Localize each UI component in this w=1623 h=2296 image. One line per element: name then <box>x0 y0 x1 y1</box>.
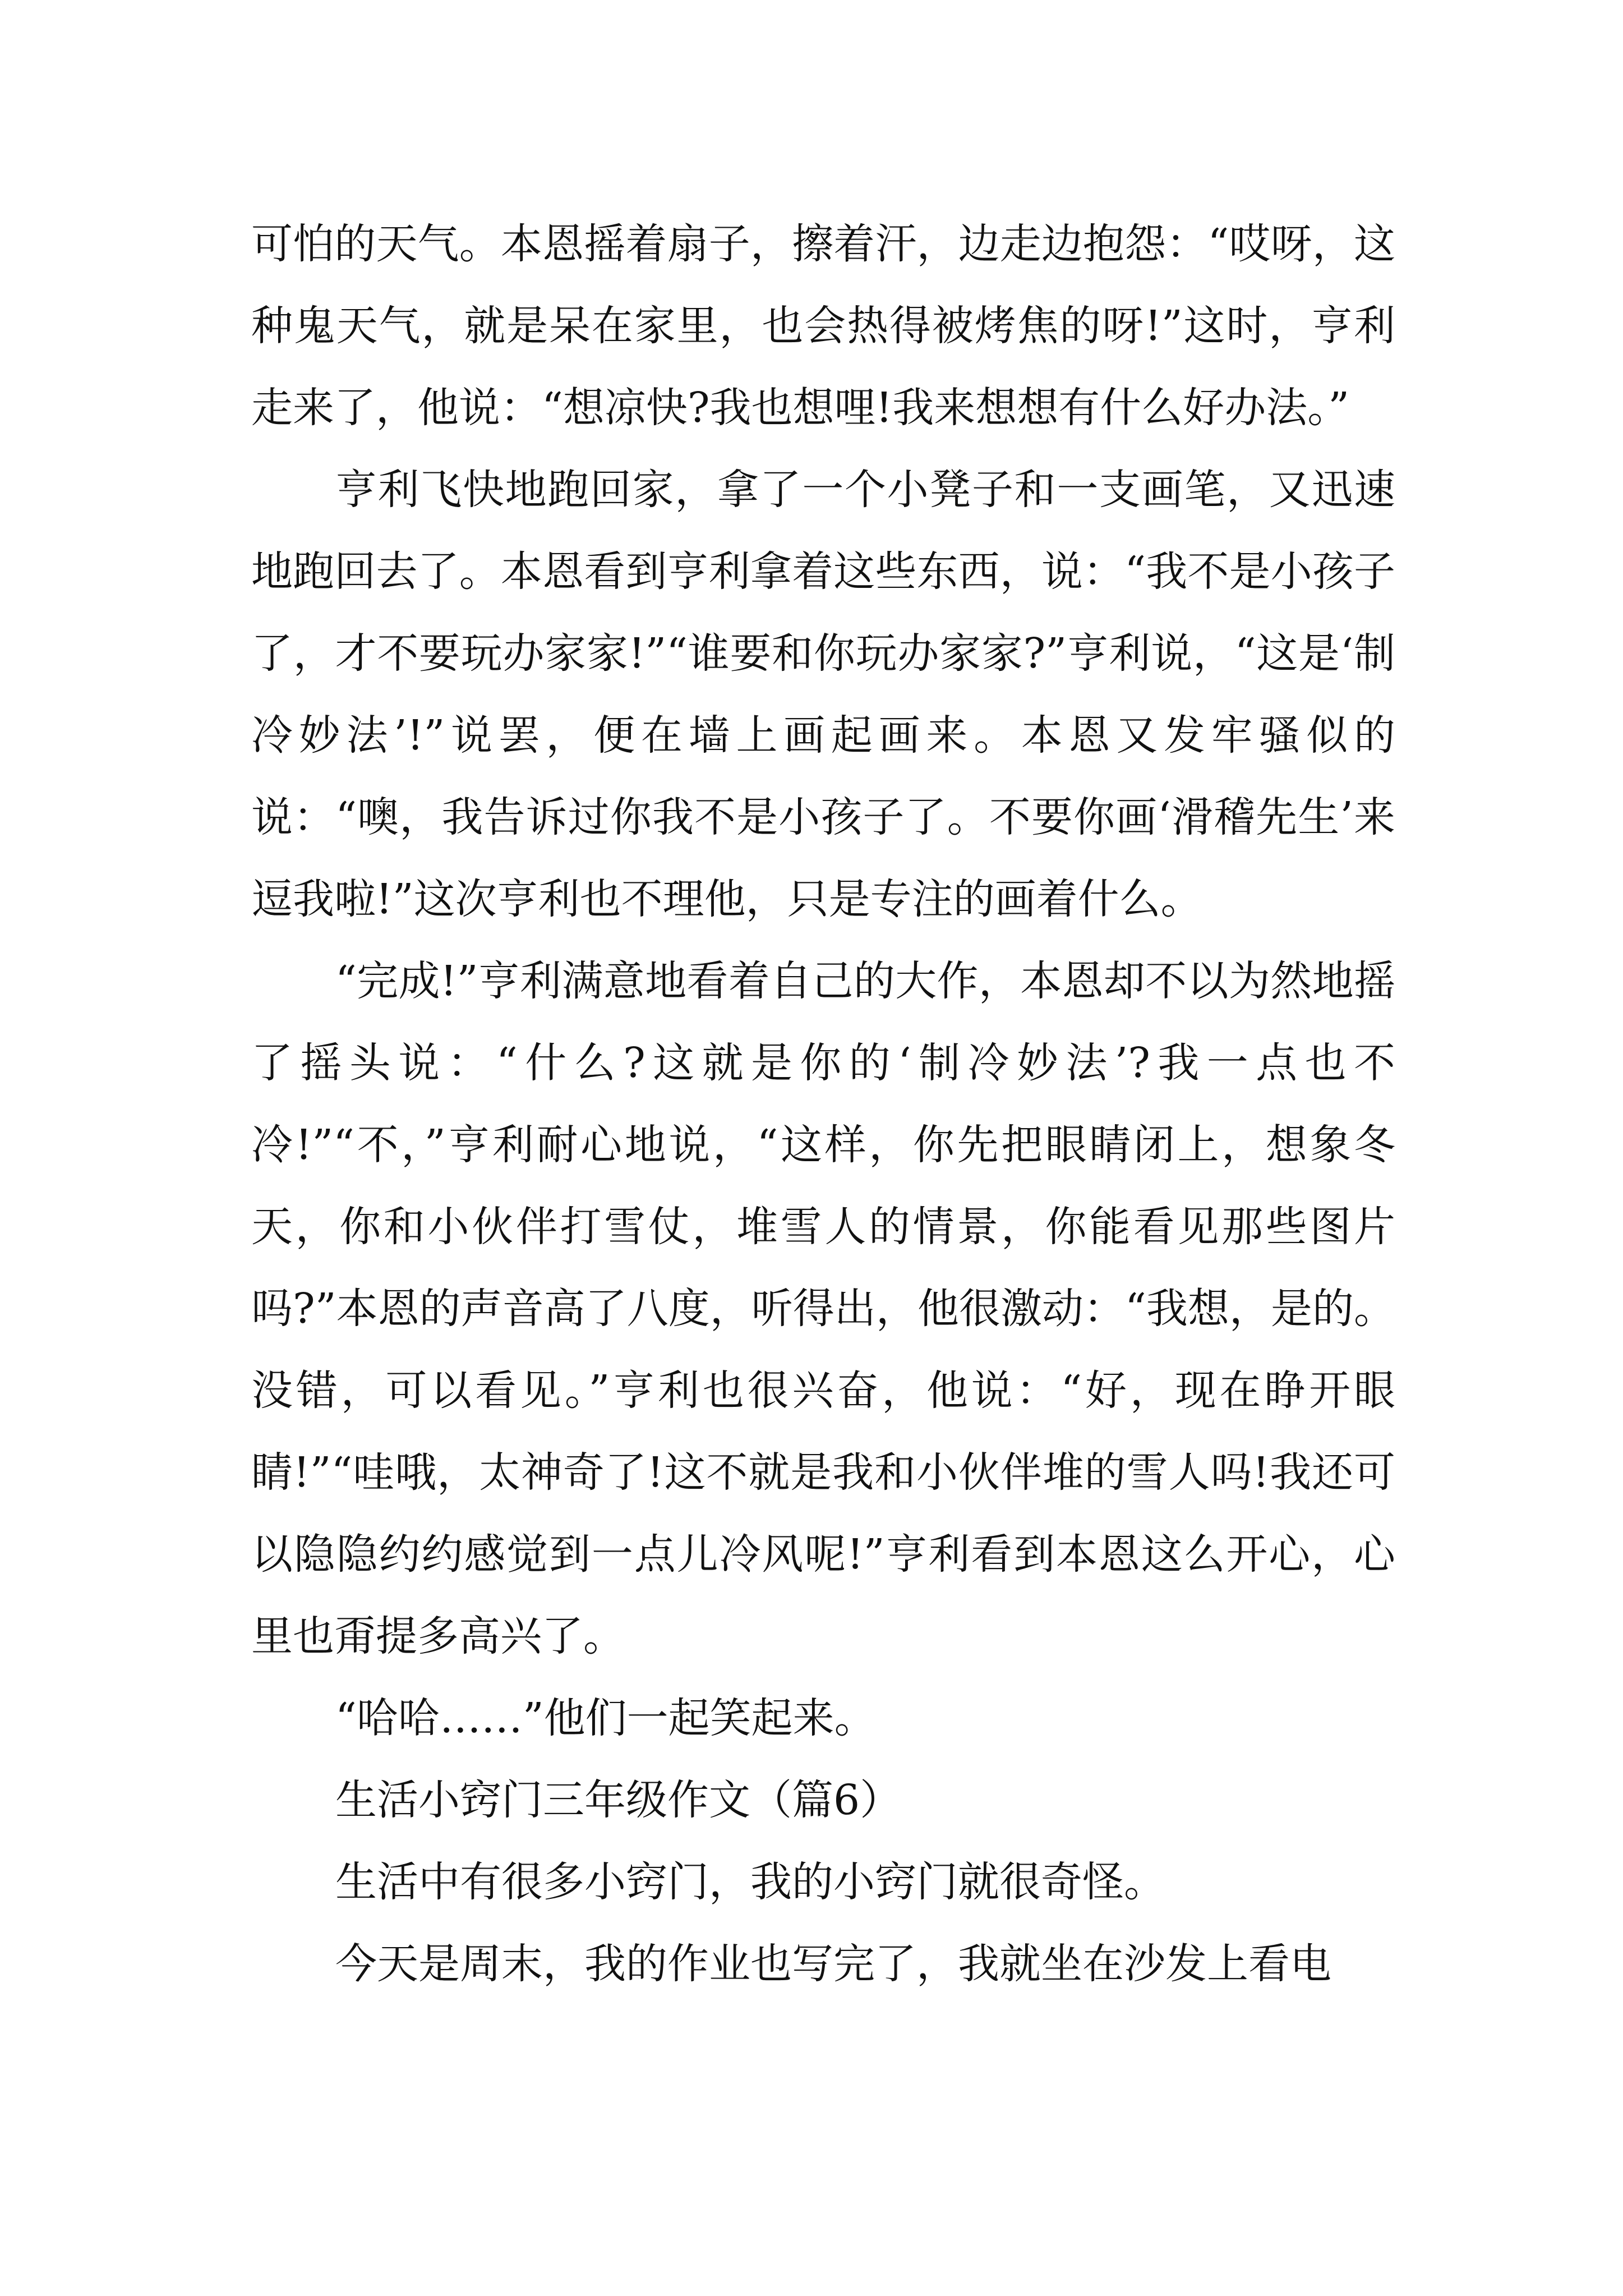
paragraph-5: 生活中有很多小窍门，我的小窍门就很奇怪。 <box>335 1858 1165 1906</box>
paragraph-1: 可怕的天气。本恩摇着扇子，擦着汗，边走边抱怨：“哎呀，这种鬼天气，就是呆在家里，也会热得被烤焦的呀!”这时，亨利走来了，他说：“想凉快?我也想哩!我来想想有什么好办法。” <box>251 220 1395 432</box>
paragraph-2: 亨利飞快地跑回家，拿了一个小凳子和一支画笔，又迅速地跑回去了。本恩看到亨利拿着这些东西，说：“我不是小孩子了，才不要玩办家家!”“谁要和你玩办家家?”亨利说，“这是‘制冷妙法’!”说罢，便在墙上画起画来。本恩又发牢骚似的说：“噢，我告诉过你我不是小孩子了。不要你画‘滑稽先生’来逗我啦!”这次亨利也不理他，只是专注的画着什么。 <box>251 466 1395 923</box>
paragraph-6: 今天是周末，我的作业也写完了，我就坐在沙发上看电 <box>335 1940 1331 1988</box>
document-body <box>251 203 1395 2005</box>
section-heading: 生活小窍门三年级作文（篇6） <box>335 1776 902 1824</box>
paragraph-4: “哈哈……”他们一起笑起来。 <box>335 1694 876 1742</box>
paragraph-3: “完成!”亨利满意地看着自己的大作，本恩却不以为然地摇了摇头说：“什么?这就是你的‘制冷妙法’?我一点也不冷!”“不，”亨利耐心地说，“这样，你先把眼睛闭上，想象冬天，你和小伙伴打雪仗，堆雪人的情景，你能看见那些图片吗?”本恩的声音高了八度，听得出，他很激动：“我想，是的。没错，可以看见。”亨利也很兴奋，他说：“好，现在睁开眼睛!”“哇哦，太神奇了!这不就是我和小伙伴堆的雪人吗!我还可以隐隐约约感觉到一点儿冷风呢!”亨利看到本恩这么开心，心里也甭提多高兴了。 <box>251 957 1395 1660</box>
